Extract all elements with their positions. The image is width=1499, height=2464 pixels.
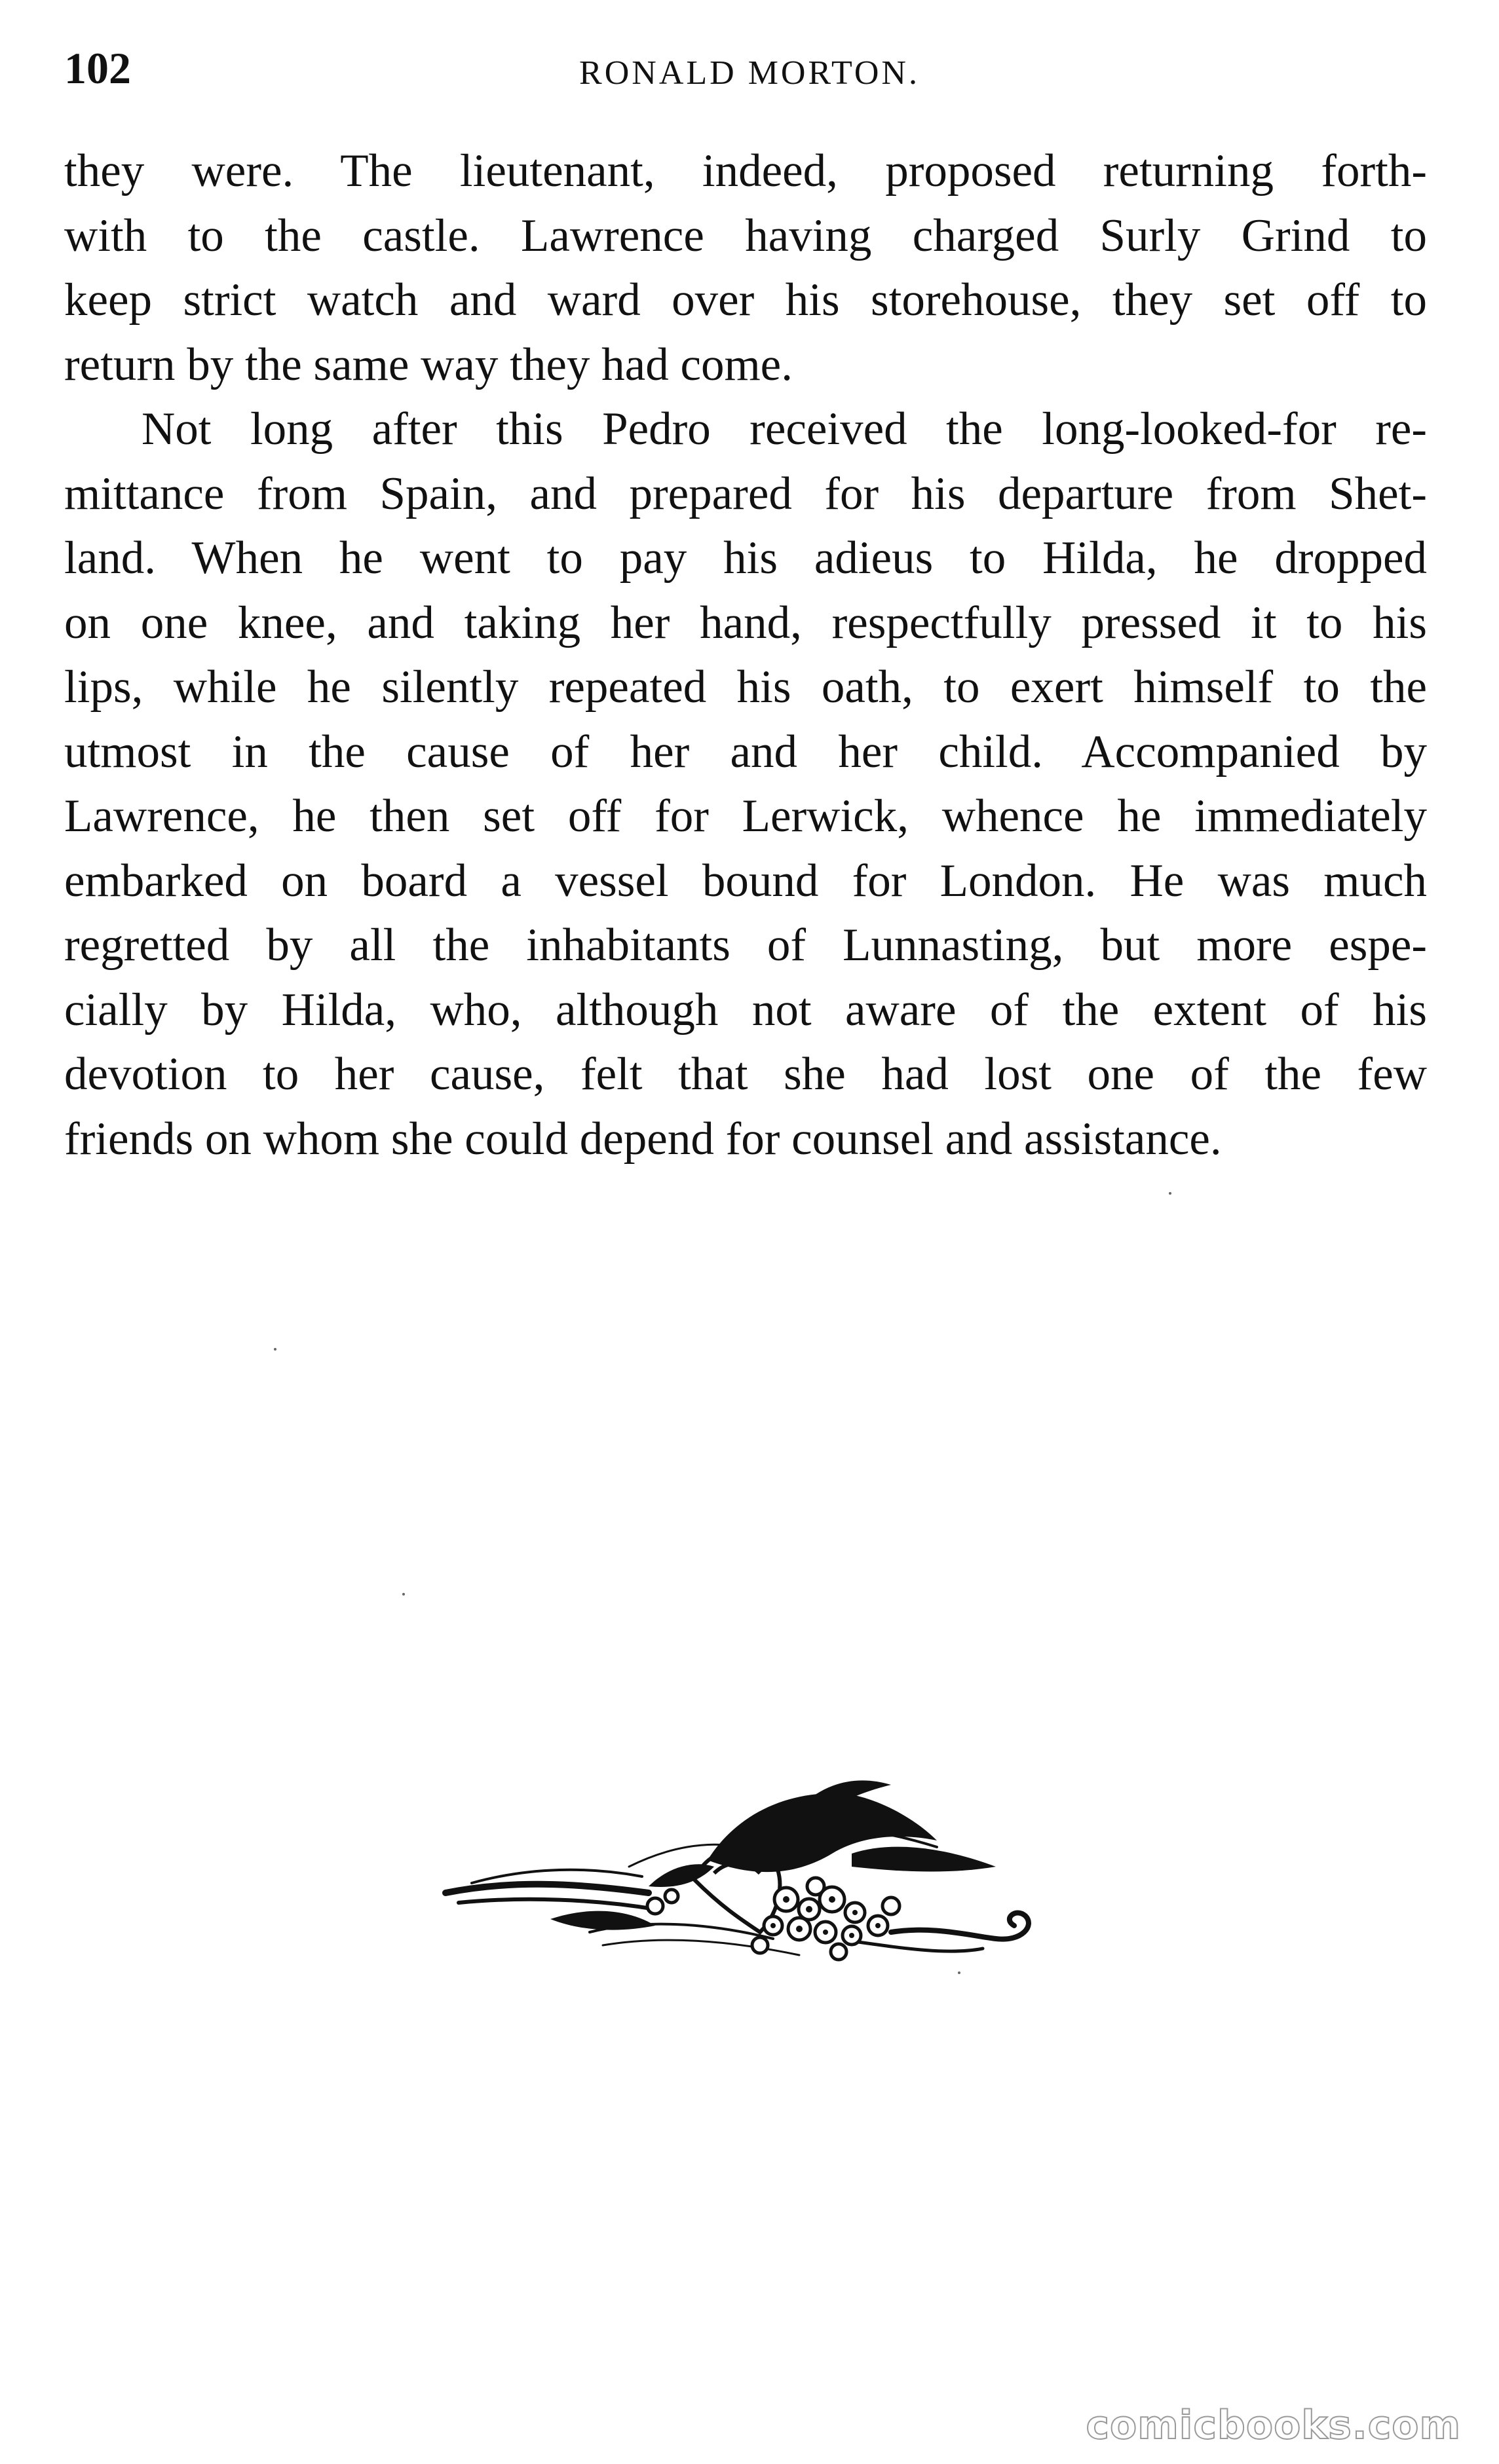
text-line: lips, while he silently repeated his oath, to exert himself to the	[64, 662, 1427, 713]
text-line: land. When he went to pay his adieus to Hilda, he dropped	[64, 532, 1427, 584]
print-speck	[402, 1593, 405, 1596]
text-line: with to the castle. Lawrence having charged Surly Grind to	[64, 210, 1427, 261]
text-line: devotion to her cause, felt that she had lost one of the few	[64, 1049, 1427, 1100]
text-line: keep strict watch and ward over his storehouse, they set off to	[64, 274, 1427, 326]
text-line: return by the same way they had come.	[64, 339, 793, 390]
text-line: cially by Hilda, who, although not aware of the extent of his	[64, 984, 1427, 1036]
floral-tailpiece-icon	[432, 1768, 1074, 1998]
text-line: mittance from Spain, and prepared for his departure from Shet-	[64, 468, 1427, 519]
text-line: Lawrence, he then set off for Lerwick, whence he immediately	[64, 791, 1427, 842]
running-title: RONALD MORTON.	[579, 54, 920, 92]
text-line: Not long after this Pedro received the long-looked-for re-	[142, 403, 1427, 455]
text-line: embarked on board a vessel bound for London. He was much	[64, 855, 1427, 906]
text-line: regretted by all the inhabitants of Lunnasting, but more espe-	[64, 920, 1427, 971]
text-line: utmost in the cause of her and her child. Accompanied by	[64, 726, 1427, 777]
text-line: on one knee, and taking her hand, respectfully pressed it to his	[64, 597, 1427, 648]
body-text	[64, 139, 1427, 1171]
print-speck	[958, 1971, 960, 1974]
print-speck	[1169, 1192, 1171, 1195]
watermark: comicbooks.com	[1086, 2402, 1461, 2448]
text-line: they were. The lieutenant, indeed, proposed returning forth-	[64, 145, 1427, 196]
text-line: friends on whom she could depend for counsel and assistance.	[64, 1113, 1222, 1165]
print-speck	[274, 1348, 276, 1351]
page-number: 102	[64, 43, 131, 93]
